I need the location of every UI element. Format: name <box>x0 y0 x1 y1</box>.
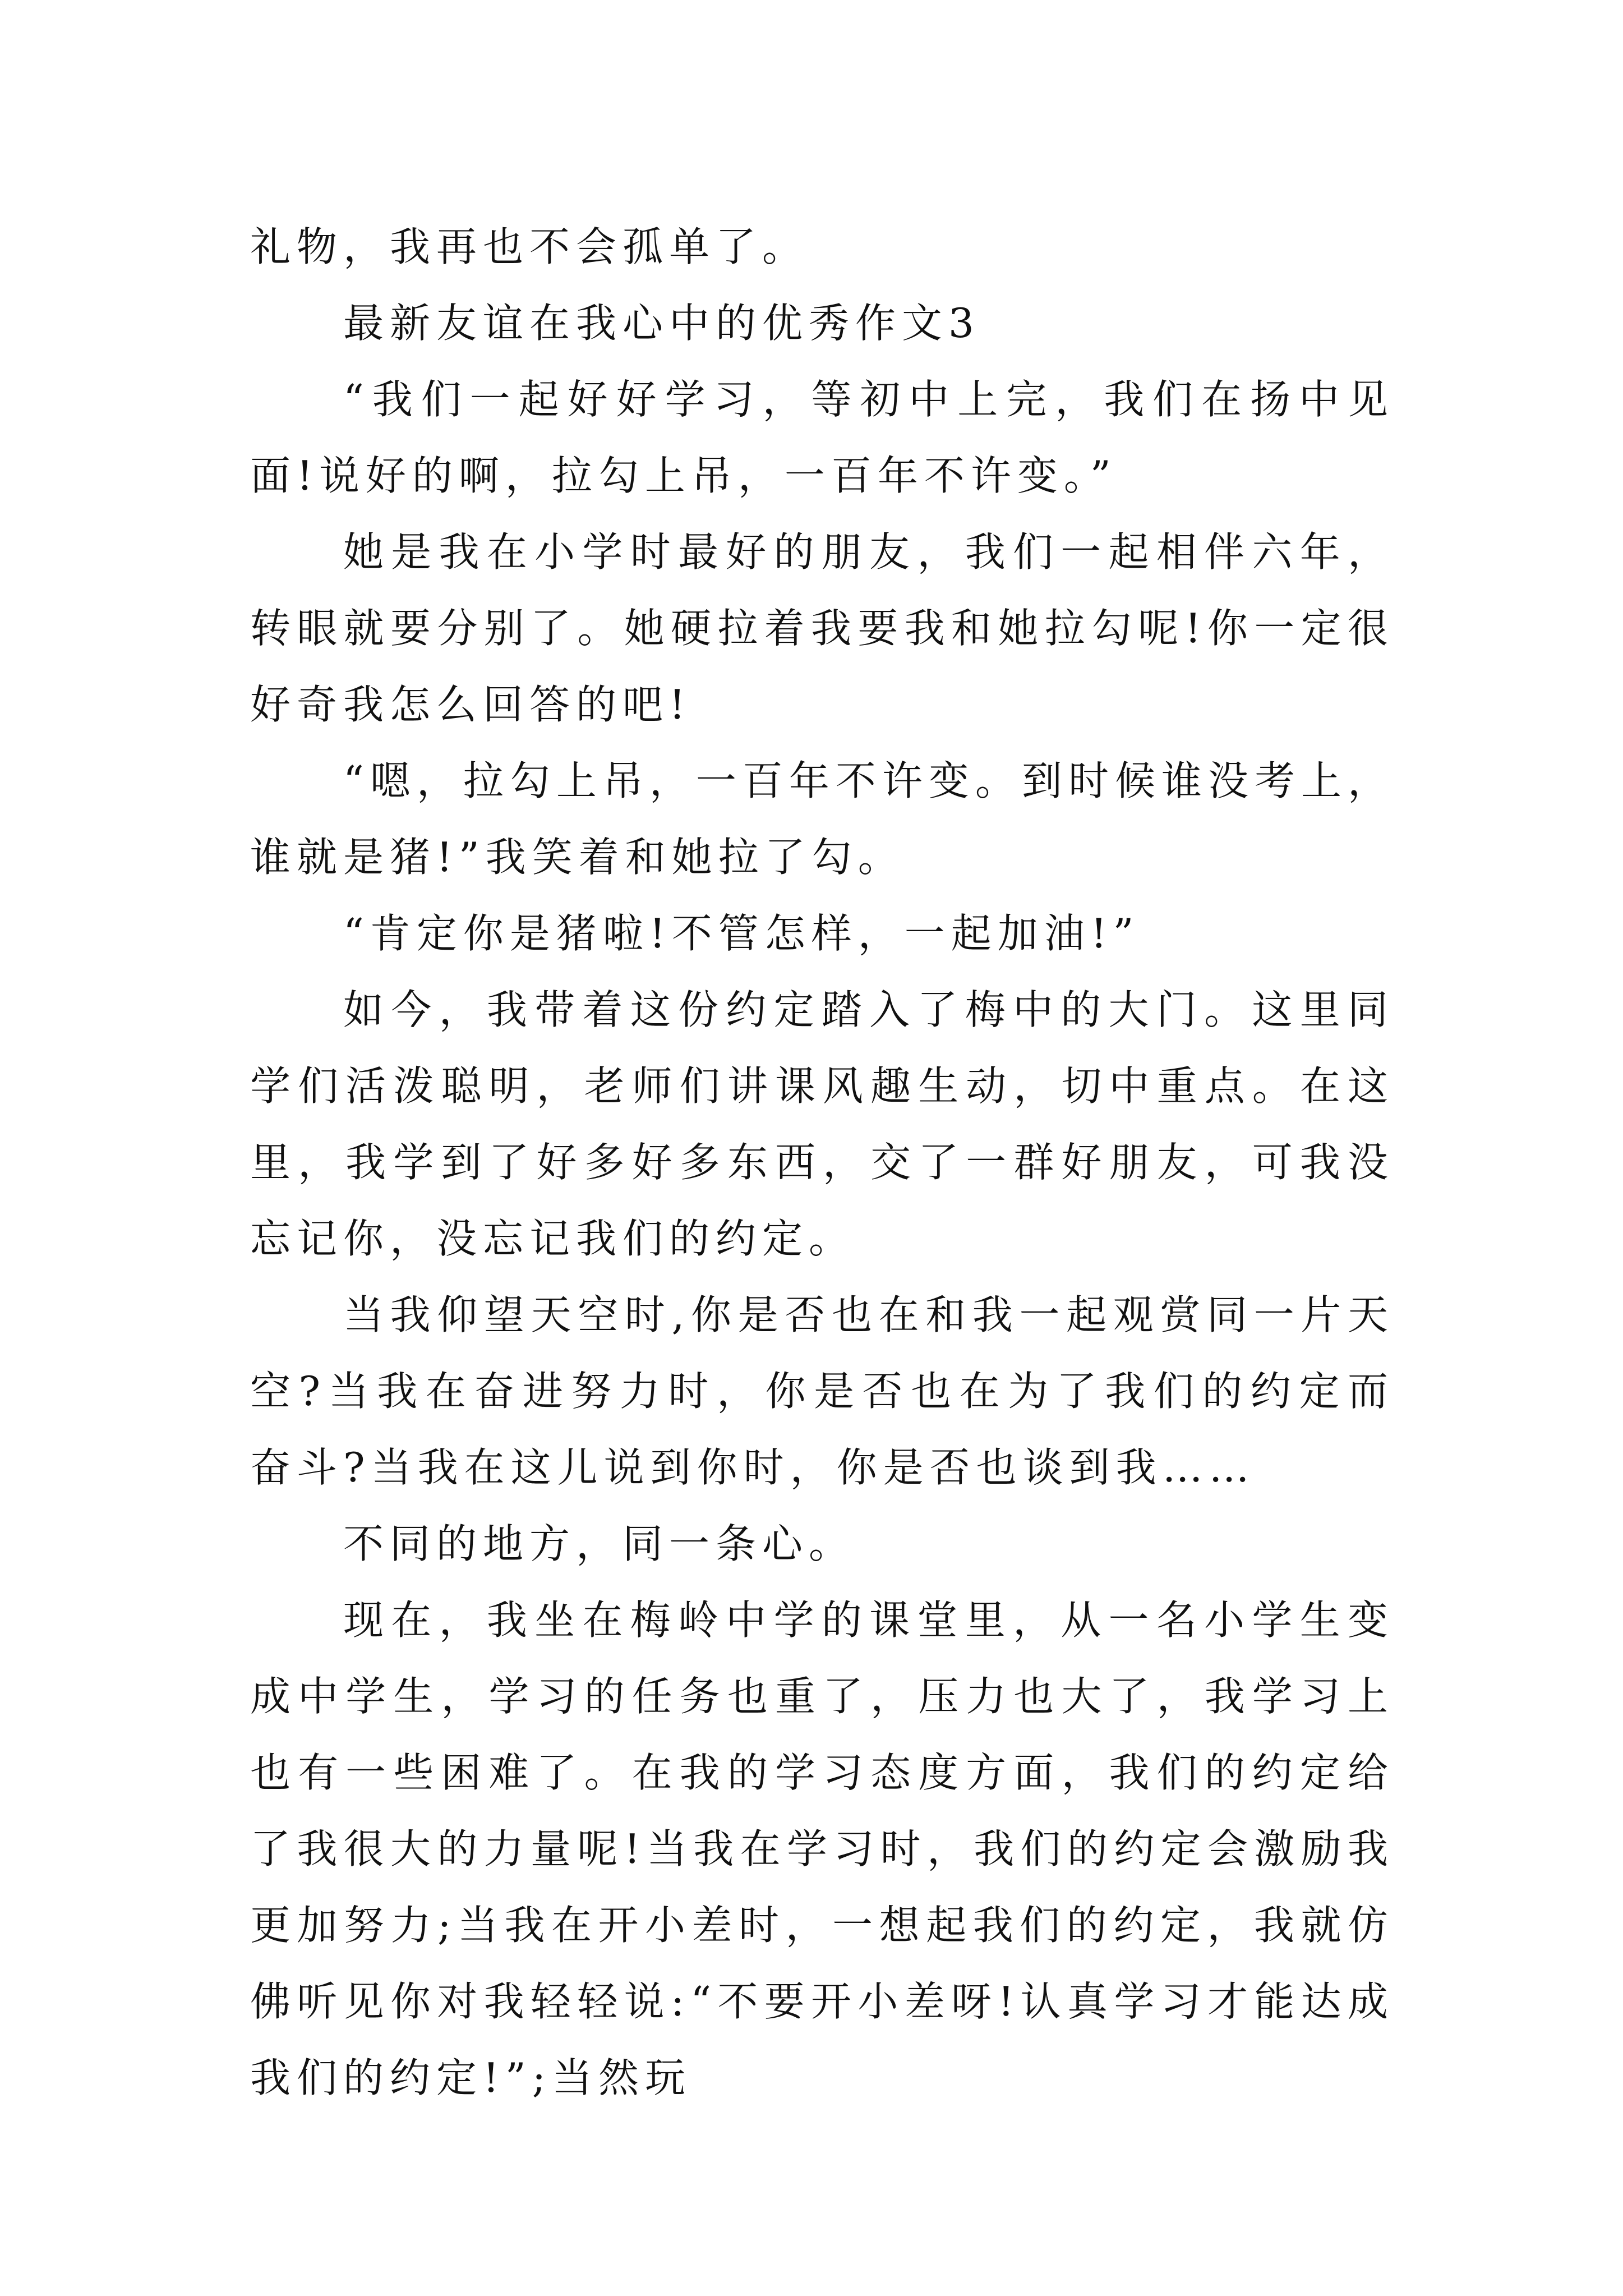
paragraph: 如今，我带着这份约定踏入了梅中的大门。这里同学们活泼聪明，老师们讲课风趣生动，切中重点。在这里，我学到了好多好多东西，交了一群好朋友，可我没忘记你，没忘记我们的约定。 <box>250 986 1394 1262</box>
paragraph: 不同的地方，同一条心。 <box>343 1520 856 1567</box>
document-body <box>250 209 1394 2116</box>
paragraph: “嗯，拉勾上吊，一百年不许变。到时候谁没考上，谁就是猪!”我笑着和她拉了勾。 <box>250 757 1394 881</box>
paragraph: 她是我在小学时最好的朋友，我们一起相伴六年，转眼就要分别了。她硬拉着我要我和她拉勾呢!你一定很好奇我怎么回答的吧! <box>250 528 1394 728</box>
paragraph-continuation: 礼物，我再也不会孤单了。 <box>250 223 809 270</box>
paragraph: “肯定你是猪啦!不管怎样，一起加油!” <box>343 910 1140 957</box>
paragraph: “我们一起好好学习，等初中上完，我们在扬中见面!说好的啊，拉勾上吊，一百年不许变。” <box>250 376 1394 499</box>
paragraph: 当我仰望天空时,你是否也在和我一起观赏同一片天空?当我在奋进努力时，你是否也在为了我们的约定而奋斗?当我在这儿说到你时，你是否也谈到我…… <box>250 1291 1394 1491</box>
essay-title: 最新友谊在我心中的优秀作文3 <box>343 300 980 347</box>
paragraph: 现在，我坐在梅岭中学的课堂里，从一名小学生变成中学生，学习的任务也重了，压力也大了，我学习上也有一些困难了。在我的学习态度方面，我们的约定给了我很大的力量呢!当我在学习时，我们的约定会激励我更加努力;当我在开小差时，一想起我们的约定，我就仿佛听见你对我轻轻说:“不要开小差呀!认真学习才能达成我们的约定!”;当然玩 <box>250 1596 1394 2101</box>
